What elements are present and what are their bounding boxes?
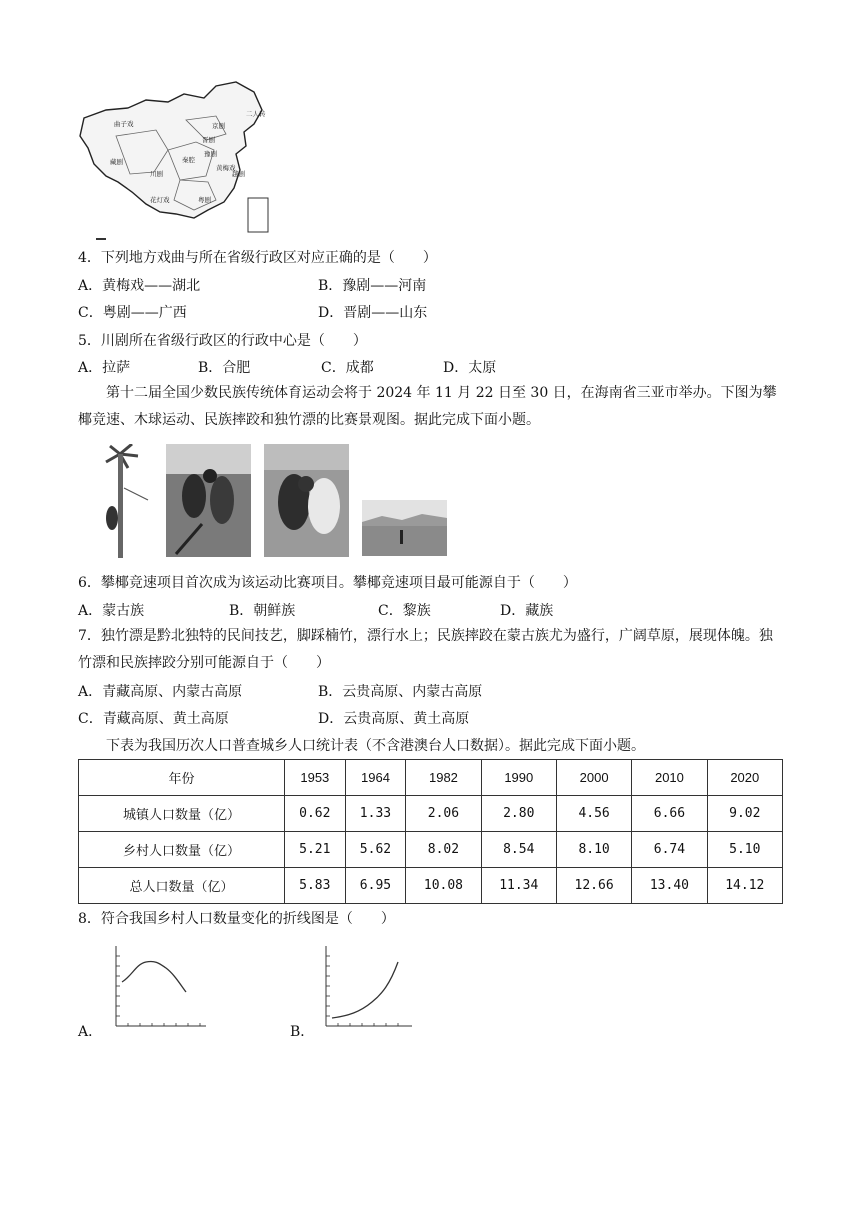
map-label: 越剧 xyxy=(232,170,245,178)
q6-option-b[interactable]: B．朝鲜族 xyxy=(229,603,296,619)
q7-stem: 7．独竹漂是黔北独特的民间技艺，脚踩楠竹，漂行水上；民族摔跤在蒙古族尤为盛行，广阔草原，展现体魄。独竹漂和民族摔跤分别可能源自于（ ） xyxy=(78,628,773,671)
q6-option-d[interactable]: D．藏族 xyxy=(500,603,554,619)
table-cell: 5.62 xyxy=(345,832,406,868)
photo-coconut-climbing xyxy=(102,444,150,558)
table-cell: 2.06 xyxy=(406,796,481,832)
q4-option-c[interactable]: C．粤剧——广西 xyxy=(78,305,187,321)
table-cell: 6.74 xyxy=(632,832,707,868)
table-cell: 8.02 xyxy=(406,832,481,868)
passage-sports-games: 第十二届全国少数民族传统体育运动会将于 2024 年 11 月 22 日至 30 日，在海南省三亚市举办。下图为攀椰竞速、木球运动、民族摔跤和独竹漂的比赛景观图。据此完成下面小题。 xyxy=(78,385,777,428)
series-line xyxy=(122,961,186,992)
map-label: 秦腔 xyxy=(182,156,195,164)
table-year: 2020 xyxy=(707,760,782,796)
table-year: 2010 xyxy=(632,760,707,796)
row-label: 乡村人口数量（亿） xyxy=(79,832,285,868)
q6-option-c[interactable]: C．黎族 xyxy=(378,603,431,619)
q6-stem: 6．攀椰竞速项目首次成为该运动比赛项目。攀椰竞速项目最可能源自于（ ） xyxy=(78,575,577,591)
q4-stem: 4．下列地方戏曲与所在省级行政区对应正确的是（ ） xyxy=(78,250,437,266)
table-cell: 0.62 xyxy=(285,796,346,832)
table-cell: 8.54 xyxy=(481,832,556,868)
census-table xyxy=(78,759,783,904)
map-label: 二人转 xyxy=(246,110,266,118)
table-cell: 5.21 xyxy=(285,832,346,868)
china-opera-map xyxy=(76,80,272,240)
table-cell: 11.34 xyxy=(481,868,556,904)
table-cell: 2.80 xyxy=(481,796,556,832)
line-chart-option-a xyxy=(108,942,208,1032)
q5-option-a[interactable]: A．拉萨 xyxy=(78,360,131,376)
map-label: 花灯戏 xyxy=(150,196,170,204)
map-label: 粤剧 xyxy=(198,196,211,204)
q8-option-b[interactable]: B． xyxy=(290,1024,315,1040)
table-cell: 8.10 xyxy=(556,832,631,868)
q5-option-c[interactable]: C．成都 xyxy=(321,360,374,376)
map-label: 川剧 xyxy=(150,170,163,178)
table-cell: 13.40 xyxy=(632,868,707,904)
table-year: 1953 xyxy=(285,760,346,796)
series-line xyxy=(332,962,398,1018)
table-year: 1982 xyxy=(406,760,481,796)
map-label: 曲子戏 xyxy=(114,120,134,128)
map-label: 晋剧 xyxy=(202,136,215,144)
q4-option-b[interactable]: B．豫剧——河南 xyxy=(318,278,427,294)
table-row xyxy=(79,832,783,868)
q5-option-d[interactable]: D．太原 xyxy=(443,360,497,376)
q5-stem: 5．川剧所在省级行政区的行政中心是（ ） xyxy=(78,333,367,349)
table-cell: 10.08 xyxy=(406,868,481,904)
table-year: 2000 xyxy=(556,760,631,796)
q4-option-a[interactable]: A．黄梅戏——湖北 xyxy=(78,278,201,294)
q7-option-c[interactable]: C．青藏高原、黄土高原 xyxy=(78,711,229,727)
table-header-row xyxy=(79,760,783,796)
table-year: 1990 xyxy=(481,760,556,796)
table-row xyxy=(79,796,783,832)
passage-census: 下表为我国历次人口普查城乡人口统计表（不含港澳台人口数据）。据此完成下面小题。 xyxy=(106,738,645,754)
table-cell: 4.56 xyxy=(556,796,631,832)
line-chart-option-b xyxy=(318,942,414,1032)
table-cell: 1.33 xyxy=(345,796,406,832)
q5-option-b[interactable]: B．合肥 xyxy=(198,360,251,376)
q7-option-a[interactable]: A．青藏高原、内蒙古高原 xyxy=(78,684,243,700)
photo-bamboo-drifting xyxy=(362,500,447,556)
q8-stem: 8．符合我国乡村人口数量变化的折线图是（ ） xyxy=(78,911,395,927)
table-cell: 14.12 xyxy=(707,868,782,904)
row-label: 总人口数量（亿） xyxy=(79,868,285,904)
q4-option-d[interactable]: D．晋剧——山东 xyxy=(318,305,428,321)
table-cell: 6.66 xyxy=(632,796,707,832)
q7-option-b[interactable]: B．云贵高原、内蒙古高原 xyxy=(318,684,483,700)
q8-option-a[interactable]: A． xyxy=(78,1024,103,1040)
row-label: 城镇人口数量（亿） xyxy=(79,796,285,832)
photo-wooden-ball xyxy=(166,444,251,557)
q7-option-d[interactable]: D．云贵高原、黄土高原 xyxy=(318,711,470,727)
table-cell: 5.10 xyxy=(707,832,782,868)
table-cell: 6.95 xyxy=(345,868,406,904)
map-label: 黄梅戏 xyxy=(216,164,236,172)
table-cell: 5.83 xyxy=(285,868,346,904)
table-cell: 9.02 xyxy=(707,796,782,832)
table-cell: 12.66 xyxy=(556,868,631,904)
table-year: 1964 xyxy=(345,760,406,796)
q6-option-a[interactable]: A．蒙古族 xyxy=(78,603,145,619)
table-header-label: 年份 xyxy=(79,760,285,796)
map-label: 藏剧 xyxy=(110,158,123,166)
map-label: 京剧 xyxy=(212,122,225,130)
photo-wrestling xyxy=(264,444,349,557)
table-row xyxy=(79,868,783,904)
map-label: 豫剧 xyxy=(204,150,217,158)
map-scale-mark xyxy=(96,238,106,240)
